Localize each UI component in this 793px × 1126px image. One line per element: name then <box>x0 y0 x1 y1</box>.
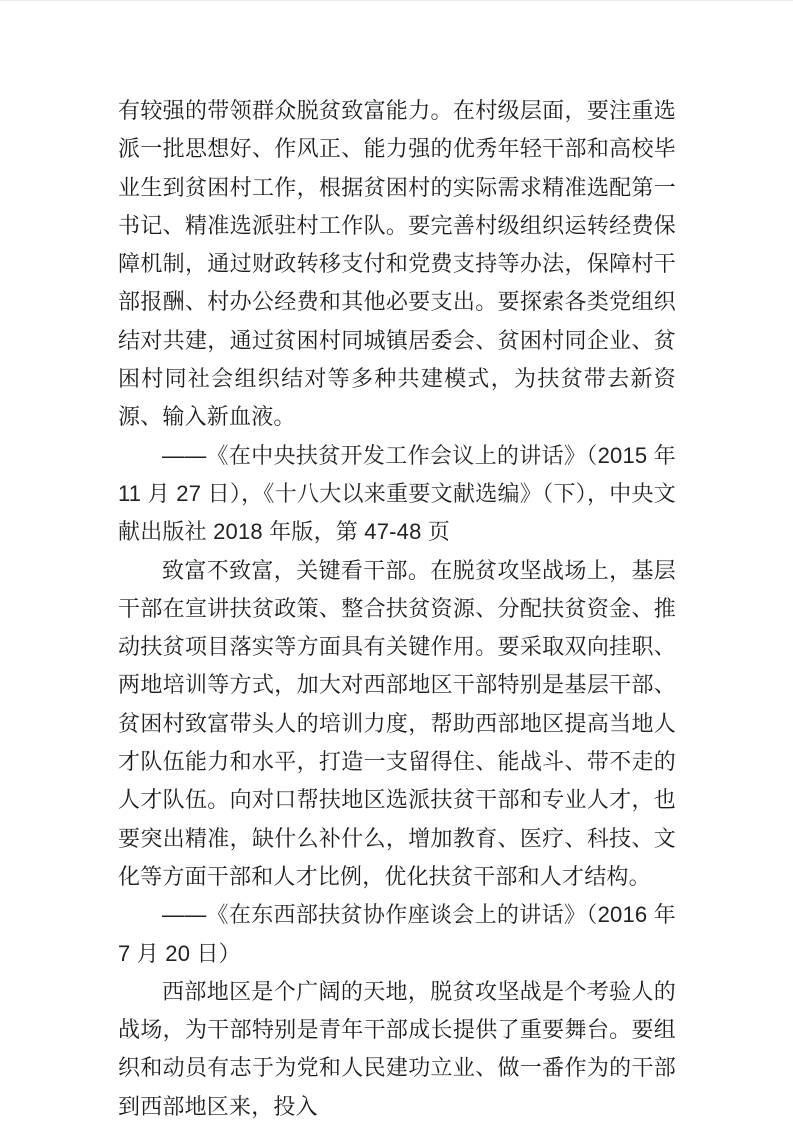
paragraph-container <box>118 92 676 1126</box>
body-paragraph: 西部地区是个广阔的天地，脱贫攻坚战是个考验人的战场，为干部特别是青年干部成长提供了重要舞台。要组织和动员有志于为党和人民建功立业、做一番作为的干部到西部地区来，投入 <box>118 978 676 1119</box>
body-paragraph: 有较强的带领群众脱贫致富能力。在村级层面，要注重选派一批思想好、作风正、能力强的优秀年轻干部和高校毕业生到贫困村工作，根据贫困村的实际需求精准选配第一书记、精准选派驻村工作队。要完善村级组织运转经费保障机制，通过财政转移支付和党费支持等办法，保障村干部报酬、村办公经费和其他必要支出。要探索各类党组织结对共建，通过贫困村同城镇居委会、贫困村同企业、贫困村同社会组织结对等多种共建模式，为扶贫带去新资源、输入新血液。 <box>118 98 676 430</box>
citation-paragraph: ——《在东西部扶贫协作座谈会上的讲话》（2016 年 7 月 20 日） <box>118 902 676 966</box>
citation-paragraph: ——《在中央扶贫开发工作会议上的讲话》（2015 年 11 月 27 日），《十八大以来重要文献选编》（下），中央文献出版社 2018 年版，第 47-48 页 <box>118 442 676 545</box>
body-paragraph: 致富不致富，关键看干部。在脱贫攻坚战场上，基层干部在宣讲扶贫政策、整合扶贫资源、分配扶贫资金、推动扶贫项目落实等方面具有关键作用。要采取双向挂职、两地培训等方式，加大对西部地区干部特别是基层干部、贫困村致富带头人的培训力度，帮助西部地区提高当地人才队伍能力和水平，打造一支留得住、能战斗、带不走的人才队伍。向对口帮扶地区选派扶贫干部和专业人才，也要突出精准，缺什么补什么，增加教育、医疗、科技、文化等方面干部和人才比例，优化扶贫干部和人才结构。 <box>118 557 676 889</box>
document-page <box>0 1 793 1123</box>
